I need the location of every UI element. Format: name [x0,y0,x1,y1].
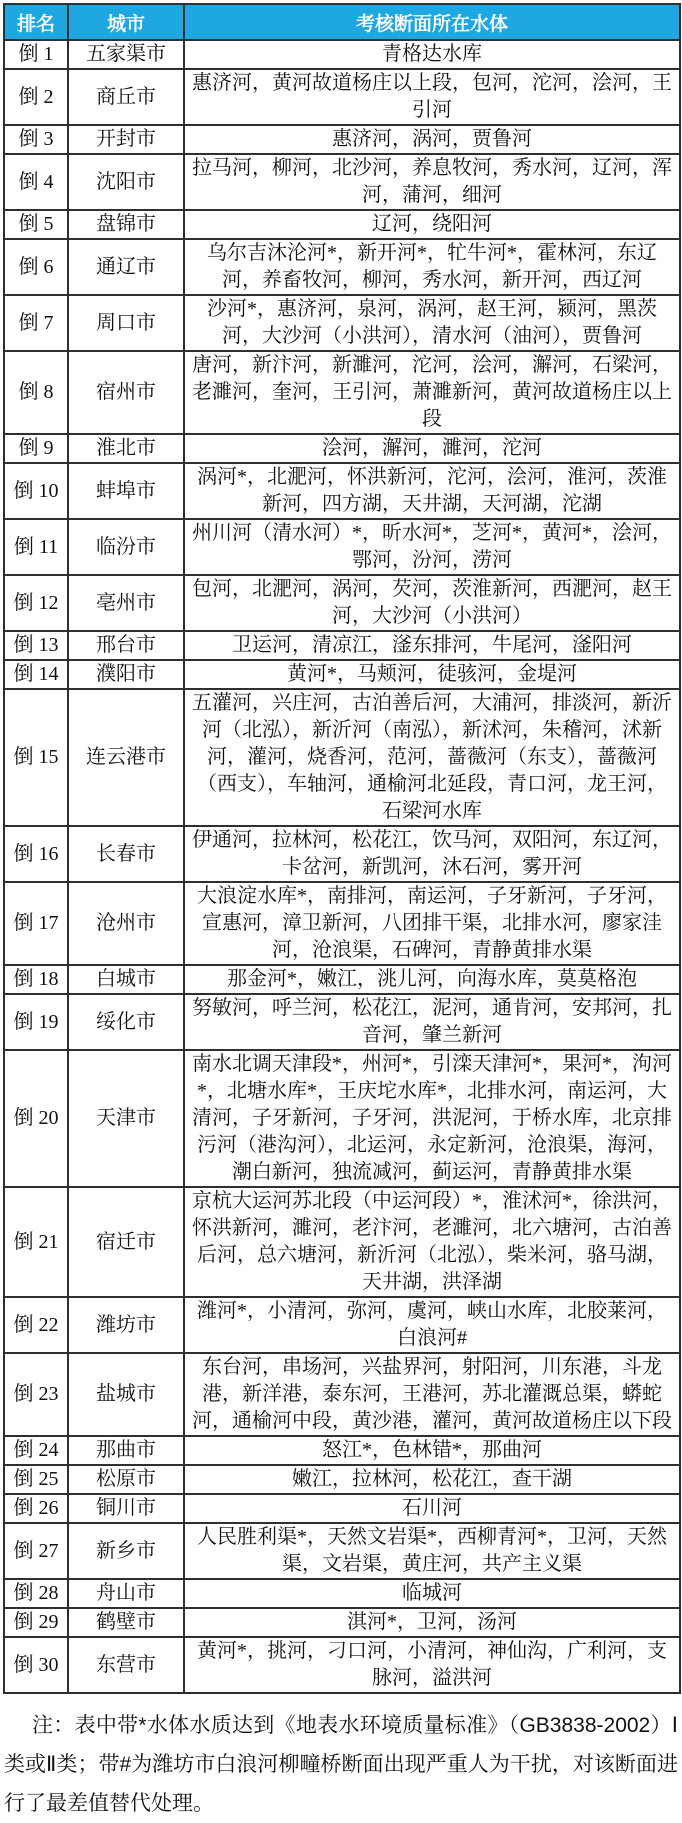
table-header [4,4,680,40]
rank-cell: 倒 10 [4,463,68,519]
city-cell: 潍坊市 [68,1297,184,1353]
city-cell: 商丘市 [68,69,184,125]
waters-cell: 大浪淀水库*，南排河，南运河，子牙新河，子牙河，宣惠河，漳卫新河，八团排干渠，北排水河，廖家洼河，沧浪渠，石碑河，青静黄排水渠 [184,882,680,965]
city-cell: 绥化市 [68,994,184,1050]
city-cell: 那曲市 [68,1436,184,1465]
rank-cell: 倒 12 [4,575,68,631]
rank-cell: 倒 19 [4,994,68,1050]
rank-cell: 倒 29 [4,1608,68,1637]
city-cell: 盐城市 [68,1353,184,1436]
waters-cell: 州川河（清水河）*，昕水河*，芝河*，黄河*，浍河，鄂河，汾河，涝河 [184,519,680,575]
waters-cell: 临城河 [184,1579,680,1608]
city-cell: 淮北市 [68,434,184,463]
city-cell: 铜川市 [68,1494,184,1523]
footnote: 注：表中带*水体水质达到《地表水环境质量标准》（GB3838-2002）Ⅰ类或Ⅱ类；带#为潍坊市白浪河柳疃桥断面出现严重人为干扰，对该断面进行了最差值替代处理。 [4,1714,678,1815]
table-row [4,1050,680,1187]
city-cell: 天津市 [68,1050,184,1187]
table-row [4,351,680,434]
rank-cell: 倒 23 [4,1353,68,1436]
rank-cell: 倒 5 [4,210,68,239]
header-row [4,4,680,40]
rank-cell: 倒 25 [4,1465,68,1494]
table-row [4,463,680,519]
table-row [4,1436,680,1465]
rank-cell: 倒 2 [4,69,68,125]
table-row [4,1579,680,1608]
table-row [4,631,680,660]
rank-cell: 倒 13 [4,631,68,660]
column-header-waters: 考核断面所在水体 [184,4,680,40]
table-row [4,660,680,689]
waters-cell: 伊通河，拉林河，松花江，饮马河，双阳河，东辽河，卡岔河，新凯河，沐石河，雾开河 [184,826,680,882]
column-header-rank: 排名 [4,4,68,40]
city-cell: 临汾市 [68,519,184,575]
city-cell: 通辽市 [68,239,184,295]
table-row [4,689,680,826]
rank-cell: 倒 15 [4,689,68,826]
city-cell: 新乡市 [68,1523,184,1579]
city-cell: 舟山市 [68,1579,184,1608]
waters-cell: 惠济河，涡河，贾鲁河 [184,125,680,154]
table-row [4,519,680,575]
table-row [4,1465,680,1494]
rank-cell: 倒 14 [4,660,68,689]
table-body [4,40,680,1693]
city-cell: 鹤壁市 [68,1608,184,1637]
waters-cell: 惠济河，黄河故道杨庄以上段，包河，沱河，浍河，王引河 [184,69,680,125]
rank-cell: 倒 30 [4,1637,68,1693]
city-cell: 连云港市 [68,689,184,826]
city-cell: 沧州市 [68,882,184,965]
waters-cell: 潍河*，小清河，弥河，虞河，峡山水库，北胶莱河，白浪河# [184,1297,680,1353]
waters-cell: 怒江*，色林错*，那曲河 [184,1436,680,1465]
waters-cell: 沙河*，惠济河，泉河，涡河，赵王河，颍河，黑茨河，大沙河（小洪河），清水河（油河），贾鲁河 [184,295,680,351]
rank-cell: 倒 26 [4,1494,68,1523]
table-row [4,434,680,463]
waters-cell: 那金河*，嫩江，洮儿河，向海水库，莫莫格泡 [184,965,680,994]
waters-cell: 东台河，串场河，兴盐界河，射阳河，川东港，斗龙港，新洋港，泰东河，王港河，苏北灌溉总渠，蟒蛇河，通榆河中段，黄沙港，灌河，黄河故道杨庄以下段 [184,1353,680,1436]
rank-cell: 倒 1 [4,40,68,69]
city-cell: 宿迁市 [68,1187,184,1297]
city-cell: 开封市 [68,125,184,154]
table-row [4,69,680,125]
waters-cell: 卫运河，清凉江，滏东排河，牛尾河，滏阳河 [184,631,680,660]
rank-cell: 倒 6 [4,239,68,295]
waters-cell: 黄河*，挑河，刁口河，小清河，神仙沟，广利河，支脉河，溢洪河 [184,1637,680,1693]
city-cell: 沈阳市 [68,154,184,210]
table-row [4,882,680,965]
table-row [4,1523,680,1579]
table-row [4,965,680,994]
city-cell: 东营市 [68,1637,184,1693]
rank-cell: 倒 20 [4,1050,68,1187]
rank-cell: 倒 28 [4,1579,68,1608]
waters-cell: 南水北调天津段*，州河*，引滦天津河*，果河*，泃河*，北塘水库*，王庆坨水库*，北排水河，南运河，大清河，子牙新河，子牙河，洪泥河，于桥水库，北京排污河（港沟河），北运河，永定新河，沧浪渠，海河，潮白新河，独流减河，蓟运河，青静黄排水渠 [184,1050,680,1187]
table-row [4,575,680,631]
rank-cell: 倒 7 [4,295,68,351]
rank-cell: 倒 8 [4,351,68,434]
rank-cell: 倒 11 [4,519,68,575]
rank-cell: 倒 22 [4,1297,68,1353]
waters-cell: 拉马河，柳河，北沙河，养息牧河，秀水河，辽河，浑河，蒲河，细河 [184,154,680,210]
table-row [4,1353,680,1436]
city-cell: 宿州市 [68,351,184,434]
city-cell: 邢台市 [68,631,184,660]
rank-cell: 倒 3 [4,125,68,154]
waters-cell: 青格达水库 [184,40,680,69]
rank-cell: 倒 17 [4,882,68,965]
table-row [4,1494,680,1523]
table-row [4,1608,680,1637]
waters-cell: 乌尔吉沐沦河*，新开河*，牤牛河*，霍林河，东辽河，养畜牧河，柳河，秀水河，新开河，西辽河 [184,239,680,295]
city-cell: 濮阳市 [68,660,184,689]
city-cell: 五家渠市 [68,40,184,69]
waters-cell: 黄河*，马颊河，徒骇河，金堤河 [184,660,680,689]
waters-cell: 人民胜利渠*，天然文岩渠*，西柳青河*，卫河，天然渠，文岩渠，黄庄河，共产主义渠 [184,1523,680,1579]
rank-cell: 倒 16 [4,826,68,882]
rank-cell: 倒 21 [4,1187,68,1297]
table-row [4,1297,680,1353]
waters-cell: 嫩江，拉林河，松花江，查干湖 [184,1465,680,1494]
city-cell: 松原市 [68,1465,184,1494]
city-cell: 白城市 [68,965,184,994]
table-row [4,239,680,295]
waters-cell: 涡河*，北淝河，怀洪新河，沱河，浍河，淮河，茨淮新河，四方湖，天井湖，天河湖，沱湖 [184,463,680,519]
rank-cell: 倒 4 [4,154,68,210]
waters-cell: 唐河，新汴河，新濉河，沱河，浍河，澥河，石梁河，老濉河，奎河，王引河，萧濉新河，黄河故道杨庄以上段 [184,351,680,434]
table-row [4,1637,680,1693]
waters-cell: 石川河 [184,1494,680,1523]
waters-cell: 京杭大运河苏北段（中运河段）*，淮沭河*，徐洪河，怀洪新河，濉河，老汴河，老濉河，北六塘河，古泊善后河，总六塘河，新沂河（北泓），柴米河，骆马湖，天井湖，洪泽湖 [184,1187,680,1297]
rank-cell: 倒 27 [4,1523,68,1579]
table-row [4,994,680,1050]
city-cell: 盘锦市 [68,210,184,239]
city-cell: 长春市 [68,826,184,882]
waters-cell: 包河，北淝河，涡河，芡河，茨淮新河，西淝河，赵王河，大沙河（小洪河） [184,575,680,631]
waters-cell: 努敏河，呼兰河，松花江，泥河，通肯河，安邦河，扎音河，肇兰新河 [184,994,680,1050]
table-row [4,125,680,154]
column-header-city: 城市 [68,4,184,40]
table-row [4,1187,680,1297]
rank-cell: 倒 24 [4,1436,68,1465]
waters-cell: 五灌河，兴庄河，古泊善后河，大浦河，排淡河，新沂河（北泓），新沂河（南泓），新沭河，朱稽河，沭新河，灌河，烧香河，范河，蔷薇河（东支），蔷薇河（西支），车轴河，通榆河北延段，青口河，龙王河，石梁河水库 [184,689,680,826]
city-cell: 周口市 [68,295,184,351]
table-row [4,40,680,69]
waters-cell: 淇河*，卫河，汤河 [184,1608,680,1637]
waters-cell: 辽河，绕阳河 [184,210,680,239]
city-cell: 亳州市 [68,575,184,631]
rank-cell: 倒 9 [4,434,68,463]
city-cell: 蚌埠市 [68,463,184,519]
worst-water-quality-cities-table [3,3,681,1694]
table-row [4,295,680,351]
table-row [4,210,680,239]
table-row [4,154,680,210]
waters-cell: 浍河，澥河，濉河，沱河 [184,434,680,463]
table-row [4,826,680,882]
rank-cell: 倒 18 [4,965,68,994]
